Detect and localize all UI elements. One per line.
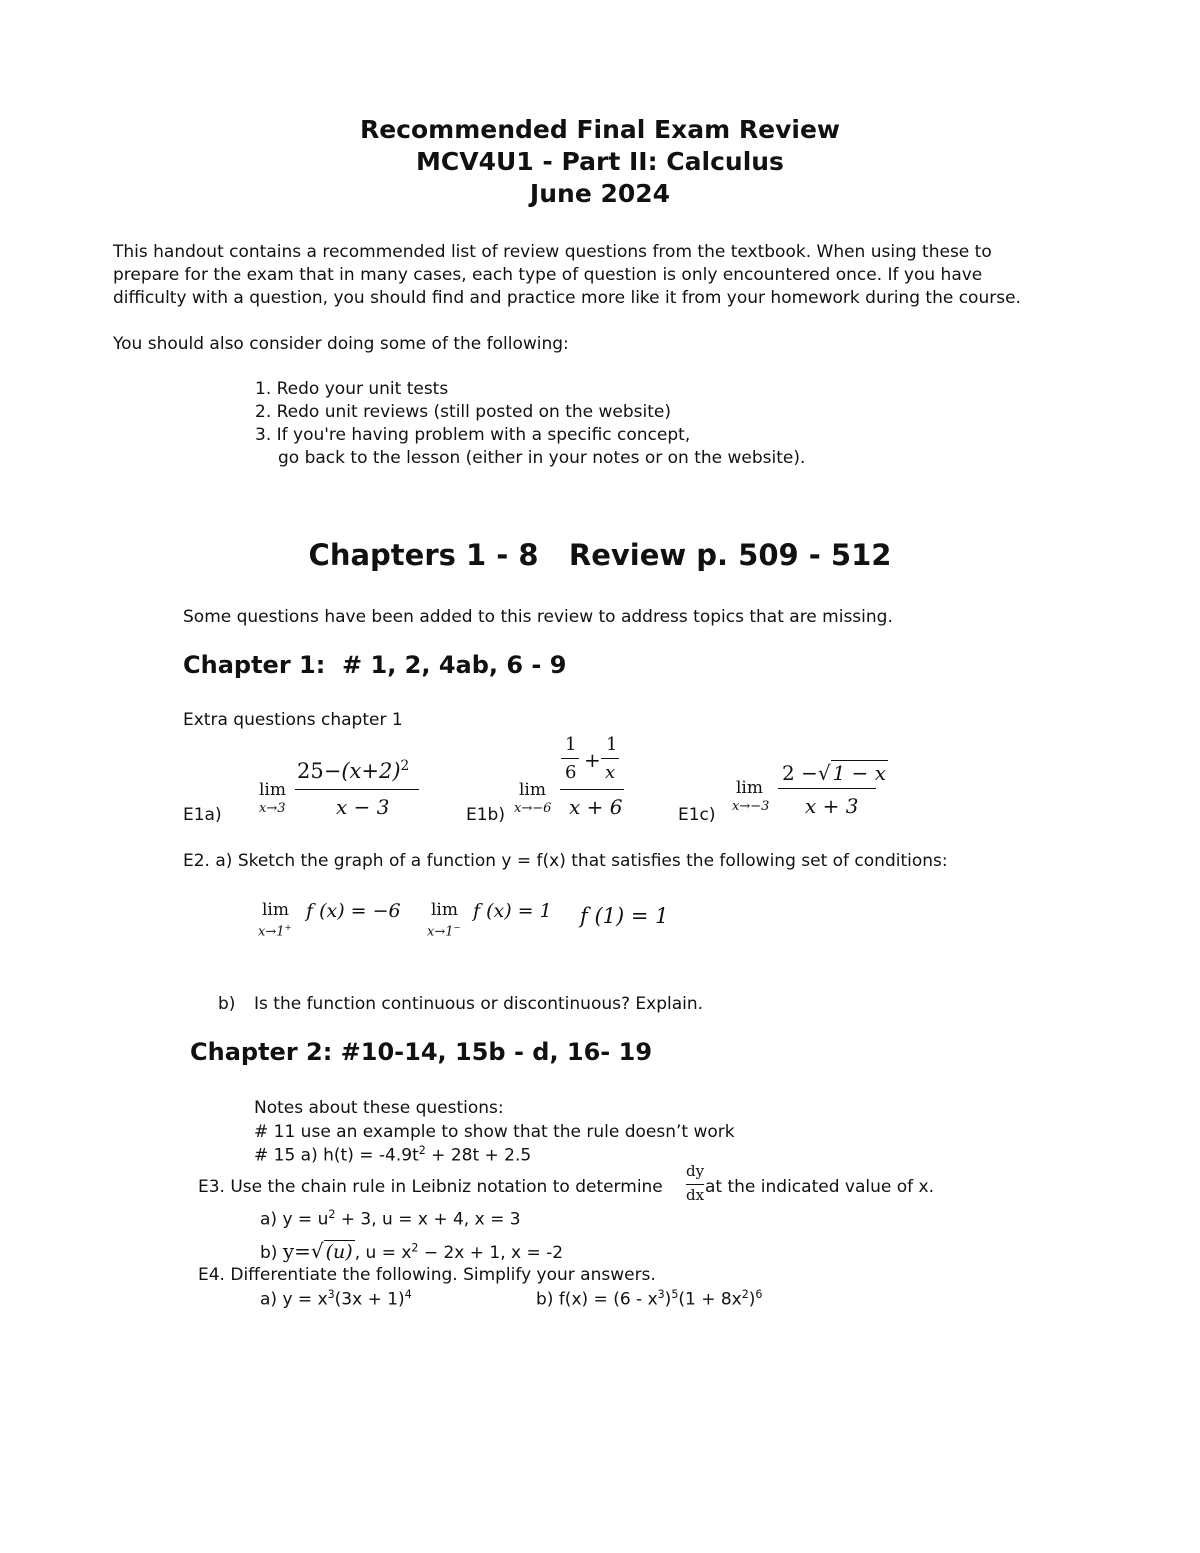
title-line-1: Recommended Final Exam Review — [359, 115, 841, 144]
e3-text-a: E3. Use the chain rule in Leibniz notation to determine — [198, 1177, 663, 1197]
e1c-denominator: x + 3 — [805, 794, 859, 818]
e2-c1-lim: lim — [262, 900, 289, 920]
review-note: Some questions have been added to this review to address topics that are missing. — [183, 607, 893, 627]
e2-c2-expr: f (x) = 1 — [473, 900, 552, 922]
e1a-label: E1a) — [183, 805, 222, 825]
e1b-frac2-top: 1 — [606, 734, 618, 755]
e3b: b) y=√ (u) , $u = x^2 - 2x + 1$, x = -2 — [260, 1239, 564, 1263]
intro-line-3: difficulty with a question, you should find and practice more like it from your homework during the course. — [113, 288, 1021, 308]
review-heading: Chapters 1 - 8 Review p. 509 - 512 — [308, 538, 892, 572]
e1b-lim: lim — [519, 780, 546, 800]
intro-consider: You should also consider doing some of the following: — [113, 334, 569, 354]
e3-dy: dy — [686, 1162, 705, 1180]
e1c-label: E1c) — [678, 805, 716, 825]
e1a-lim-sub: x→3 — [259, 801, 286, 816]
e4b: b) $f(x) = (6 - x^3)^5(1 + 8x^2)^6$ — [536, 1288, 763, 1310]
e1c-fraction-bar — [778, 788, 876, 789]
note-2: # 15 a) $h(t) = -4.9t^2 + 28t + 2.5$ — [254, 1144, 532, 1166]
e2-text: E2. a) Sketch the graph of a function y = f(x) that satisfies the following set of conditions: — [183, 851, 948, 871]
list-item: 1. Redo your unit tests — [255, 379, 449, 399]
e3-dx: dx — [686, 1186, 705, 1204]
e1a-lim: lim — [259, 780, 286, 800]
e1a-denominator: x − 3 — [336, 795, 390, 819]
e2-c2-sub: x→1− — [427, 922, 461, 940]
chapter-1-heading: Chapter 1: # 1, 2, 4ab, 6 - 9 — [183, 651, 567, 679]
e2-c2-lim: lim — [431, 900, 458, 920]
e2-c3-expr: f (1) = 1 — [580, 904, 669, 928]
e4a: a) $y = x^3(3x + 1)^4$ — [260, 1288, 412, 1310]
e1b-frac1-top: 1 — [565, 734, 577, 755]
e4-text: E4. Differentiate the following. Simplify your answers. — [198, 1265, 656, 1285]
list-item: go back to the lesson (either in your notes or on the website). — [278, 448, 806, 468]
intro-line-2: prepare for the exam that in many cases, each type of question is only encountered once. If you have — [113, 265, 983, 285]
e1b-frac2-bottom: x — [605, 762, 616, 783]
e2-b-text: Is the function continuous or discontinuous? Explain. — [254, 994, 704, 1014]
e1b-frac1-bar — [561, 758, 579, 759]
e3-fraction-bar — [686, 1184, 704, 1185]
e1a-numerator: $25-(x+2)^2$ — [297, 758, 410, 783]
e1b-frac2-bar — [601, 758, 619, 759]
e2-b-label: b) — [218, 994, 236, 1014]
note-1: # 11 use an example to show that the rule doesn’t work — [254, 1122, 735, 1142]
e1b-label: E1b) — [466, 805, 505, 825]
e3-text-b: at the indicated value of x. — [705, 1177, 934, 1197]
title-line-3: June 2024 — [529, 179, 671, 208]
e1b-plus: + — [584, 748, 601, 772]
e1b-frac1-bottom: 6 — [565, 762, 577, 783]
e2-c1-sub: x→1+ — [258, 922, 292, 940]
e1b-lim-sub: x→−6 — [514, 801, 552, 816]
e1c-numerator: 2 −√ 1 − x — [782, 761, 887, 785]
e1b-fraction-bar — [560, 789, 624, 790]
e3a: a) $y = u^2 + 3$, u = x + 4, x = 3 — [260, 1208, 521, 1230]
title-line-2: MCV4U1 - Part II: Calculus — [416, 147, 784, 176]
intro-line-1: This handout contains a recommended list of review questions from the textbook. When using these to — [113, 242, 992, 262]
e2-c1-expr: f (x) = −6 — [306, 900, 401, 922]
notes-title: Notes about these questions: — [254, 1098, 504, 1118]
list-item: 2. Redo unit reviews (still posted on the website) — [255, 402, 672, 422]
e1c-lim: lim — [736, 778, 763, 798]
list-item: 3. If you're having problem with a specific concept, — [255, 425, 691, 445]
extra-questions-label: Extra questions chapter 1 — [183, 710, 403, 730]
chapter-2-heading: Chapter 2: #10-14, 15b - d, 16- 19 — [190, 1038, 653, 1066]
e1c-lim-sub: x→−3 — [732, 799, 770, 814]
e1a-fraction-bar — [295, 789, 419, 790]
e1b-denominator: x + 6 — [569, 795, 623, 819]
